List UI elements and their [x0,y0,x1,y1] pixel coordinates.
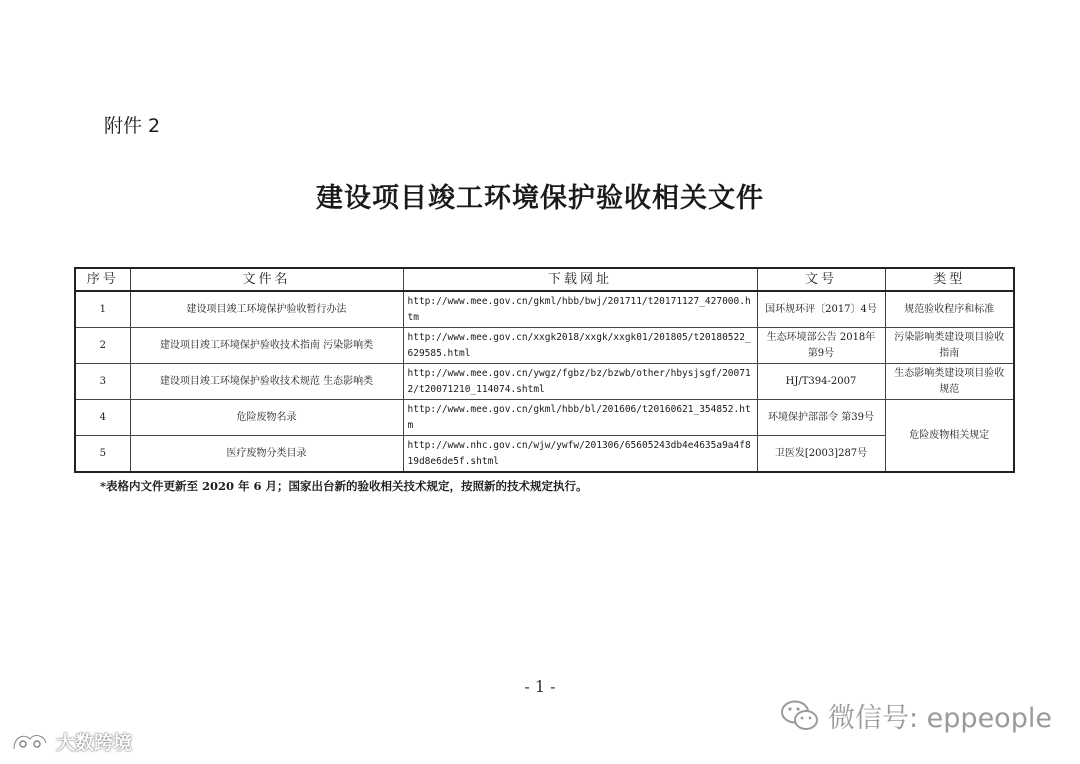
page-title: 建设项目竣工环境保护验收相关文件 [316,183,764,214]
row-url[interactable]: http://www.mee.gov.cn/ywgz/fgbz/bz/bzwb/other/hbysjsgf/200712/t20071210_114074.shtml [403,364,757,400]
header-doc-number: 文号 [757,268,885,291]
wechat-icon [780,699,820,733]
row-url[interactable]: http://www.mee.gov.cn/gkml/hbb/bwj/201711/t20171127_427000.htm [403,291,757,328]
row-doc-number: 卫医发[2003]287号 [757,436,885,473]
brand-name: 大数跨境 [56,732,133,754]
row-filename: 建设项目竣工环境保护验收技术指南 污染影响类 [130,328,403,364]
table-row [75,291,1014,328]
table-footnote: *表格内文件更新至 2020 年 6 月；国家出台新的验收相关技术规定，按照新的技术规定执行。 [100,479,588,493]
row-filename: 医疗废物分类目录 [130,436,403,473]
table-row [75,364,1014,400]
row-type: 污染影响类建设项目验收指南 [885,328,1014,364]
header-no: 序号 [75,268,130,291]
table-row [75,328,1014,364]
attachment-label: 附件 2 [104,115,161,137]
row-type-merged: 危险废物相关规定 [885,400,1014,473]
wechat-id: 微信号: eppeople [828,703,1052,734]
wechat-watermark [780,696,1052,735]
row-no: 1 [75,291,130,328]
row-type: 生态影响类建设项目验收规范 [885,364,1014,400]
header-url: 下载网址 [403,268,757,291]
row-no: 4 [75,400,130,436]
row-filename: 建设项目竣工环境保护验收暂行办法 [130,291,403,328]
brand-logo-icon [10,729,52,755]
row-no: 3 [75,364,130,400]
row-url[interactable]: http://www.nhc.gov.cn/wjw/ywfw/201306/65605243db4e4635a9a4f819d8e6de5f.shtml [403,436,757,473]
row-filename: 建设项目竣工环境保护验收技术规范 生态影响类 [130,364,403,400]
row-url[interactable]: http://www.mee.gov.cn/xxgk2018/xxgk/xxgk01/201805/t20180522_629585.html [403,328,757,364]
row-doc-number: 生态环境部公告 2018年 第9号 [757,328,885,364]
table-row [75,400,1014,436]
row-filename: 危险废物名录 [130,400,403,436]
documents-table [74,267,1015,473]
header-type: 类型 [885,268,1014,291]
row-no: 2 [75,328,130,364]
row-url[interactable]: http://www.mee.gov.cn/gkml/hbb/bl/201606/t20160621_354852.htm [403,400,757,436]
row-type: 规范验收程序和标准 [885,291,1014,328]
header-filename: 文件名 [130,268,403,291]
row-no: 5 [75,436,130,473]
table-header-row [75,268,1014,291]
page-number: - 1 - [524,677,556,696]
row-doc-number: 环境保护部部令 第39号 [757,400,885,436]
row-doc-number: HJ/T394-2007 [757,364,885,400]
brand-watermark [10,728,132,755]
table-row [75,436,1014,473]
row-doc-number: 国环规环评〔2017〕4号 [757,291,885,328]
